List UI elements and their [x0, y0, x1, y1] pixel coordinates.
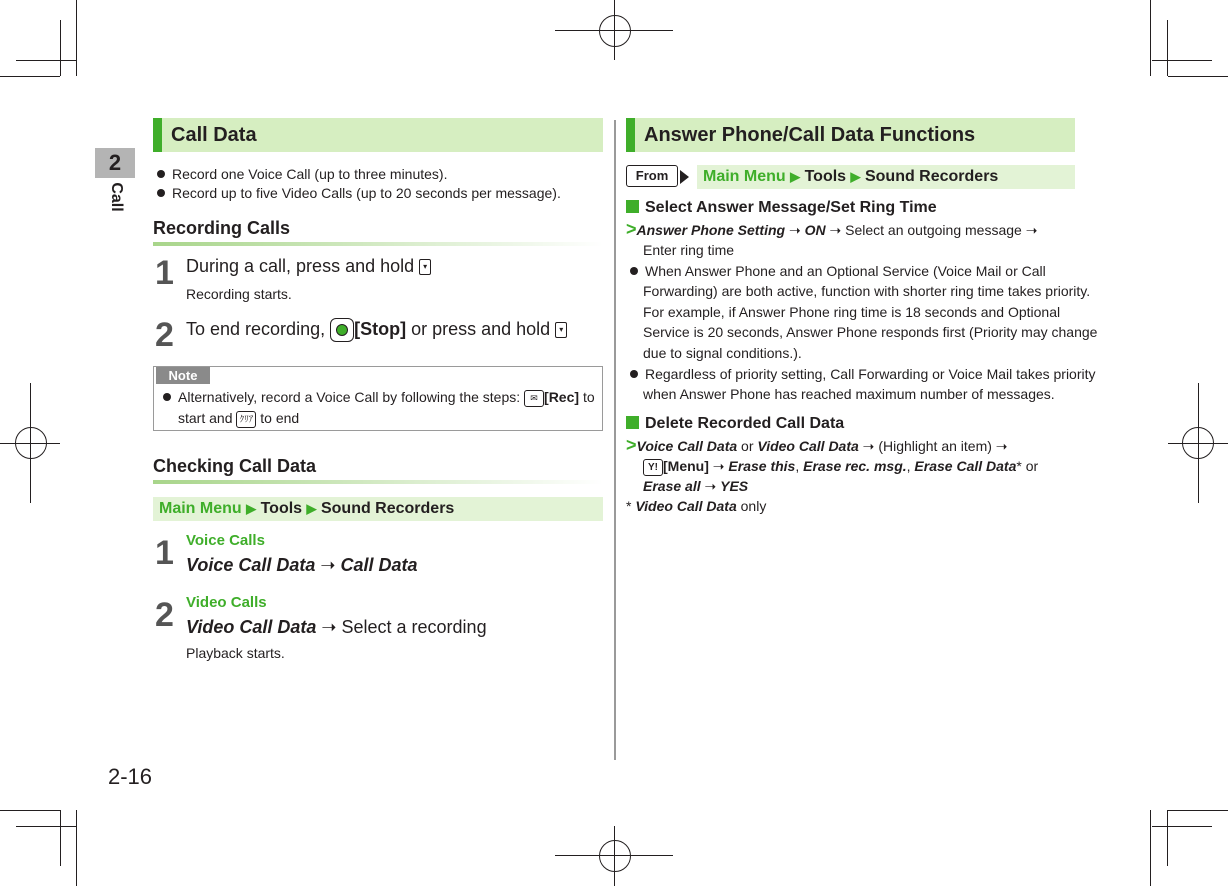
- checking-call-data-heading: Checking Call Data: [153, 456, 317, 476]
- path-arrow-icon: ▶: [790, 169, 801, 184]
- note-tag: Note: [156, 367, 210, 384]
- section-title: Answer Phone/Call Data Functions: [644, 124, 976, 146]
- procedure-line: Y! [Menu] ➝ Erase this, Erase rec. msg., Erase Call Data* or: [643, 456, 1038, 477]
- step-result: Recording starts.: [186, 286, 292, 302]
- list-item-cont: due to signal conditions.).: [643, 345, 802, 361]
- clear-key-icon: ｸﾘｱ: [236, 411, 256, 428]
- call-data-section-header: [153, 118, 603, 152]
- step-text: Video Call Data ➝ Select a recording: [186, 617, 487, 637]
- list-item: Record one Voice Call (up to three minutes).: [157, 164, 447, 184]
- recording-calls-heading: Recording Calls: [153, 218, 291, 238]
- step-result: Playback starts.: [186, 645, 285, 661]
- note-line: Alternatively, record a Voice Call by following the steps: ✉ [Rec] to: [163, 387, 595, 407]
- list-item-cont: Service is 20 seconds, Answer Phone responds first (Priority may change: [643, 324, 1098, 340]
- down-key-icon: ▾: [555, 322, 567, 338]
- answer-phone-section-header: [626, 118, 1075, 152]
- list-item-cont: Forwarding) are both active, function with shorter ring time takes priority.: [643, 283, 1091, 299]
- y-key-icon: Y!: [643, 459, 663, 476]
- from-tag: From: [626, 165, 678, 187]
- procedure-arrow-icon: >: [626, 219, 637, 239]
- list-item: Record up to five Video Calls (up to 20 seconds per message).: [157, 183, 561, 203]
- list-item: When Answer Phone and an Optional Service (Voice Mail or Call: [630, 261, 1046, 282]
- mail-key-icon: ✉: [524, 390, 544, 407]
- select-answer-heading: Select Answer Message/Set Ring Time: [626, 199, 937, 217]
- footnote: * Video Call Data only: [626, 498, 767, 514]
- square-bullet-icon: [626, 200, 639, 213]
- procedure-line: >Answer Phone Setting ➝ ON ➝ Select an outgoing message ➝: [626, 219, 1038, 239]
- procedure-line: Erase all ➝ YES: [643, 478, 749, 494]
- center-key-icon: [330, 318, 354, 342]
- path-arrow-icon: ▶: [306, 501, 317, 516]
- step-number: 1: [155, 534, 174, 572]
- list-item: Regardless of priority setting, Call Forwarding or Voice Mail takes priority: [630, 364, 1096, 385]
- step-number: 2: [155, 596, 174, 634]
- path-arrow-icon: ▶: [850, 169, 861, 184]
- delete-recorded-heading: Delete Recorded Call Data: [626, 415, 844, 433]
- step-text: During a call, press and hold ▾: [186, 256, 431, 277]
- column-divider: [614, 120, 616, 760]
- step-number: 1: [155, 254, 174, 292]
- heading-underline: [153, 242, 603, 246]
- list-item-cont: when Answer Phone has reached maximum number of messages.: [643, 386, 1055, 402]
- down-key-icon: ▾: [419, 259, 431, 275]
- chapter-number: 2: [108, 150, 122, 175]
- chapter-title: Call: [108, 182, 125, 212]
- procedure-line: >Voice Call Data or Video Call Data ➝ (Highlight an item) ➝: [626, 435, 1008, 455]
- note-line: start and ｸﾘｱ to end: [178, 410, 300, 426]
- menu-path: Main Menu ▶ Tools ▶ Sound Recorders: [697, 165, 1075, 189]
- path-arrow-icon: ▶: [246, 501, 257, 516]
- section-title: Call Data: [171, 124, 257, 146]
- page-number: 2-16: [108, 764, 153, 789]
- menu-path: Main Menu ▶ Tools ▶ Sound Recorders: [153, 497, 603, 521]
- heading-underline: [153, 480, 603, 484]
- procedure-line: Enter ring time: [643, 242, 735, 258]
- step-text: To end recording, [Stop] or press and hold ▾: [186, 318, 567, 342]
- list-item-cont: For example, if Answer Phone ring time is 18 seconds and Optional: [643, 304, 1061, 320]
- procedure-arrow-icon: >: [626, 435, 637, 455]
- step-text: Voice Call Data ➝ Call Data: [186, 555, 418, 575]
- step-number: 2: [155, 316, 174, 354]
- square-bullet-icon: [626, 416, 639, 429]
- step-label: Video Calls: [186, 594, 267, 611]
- from-arrow-icon: [680, 170, 689, 184]
- step-label: Voice Calls: [186, 532, 265, 549]
